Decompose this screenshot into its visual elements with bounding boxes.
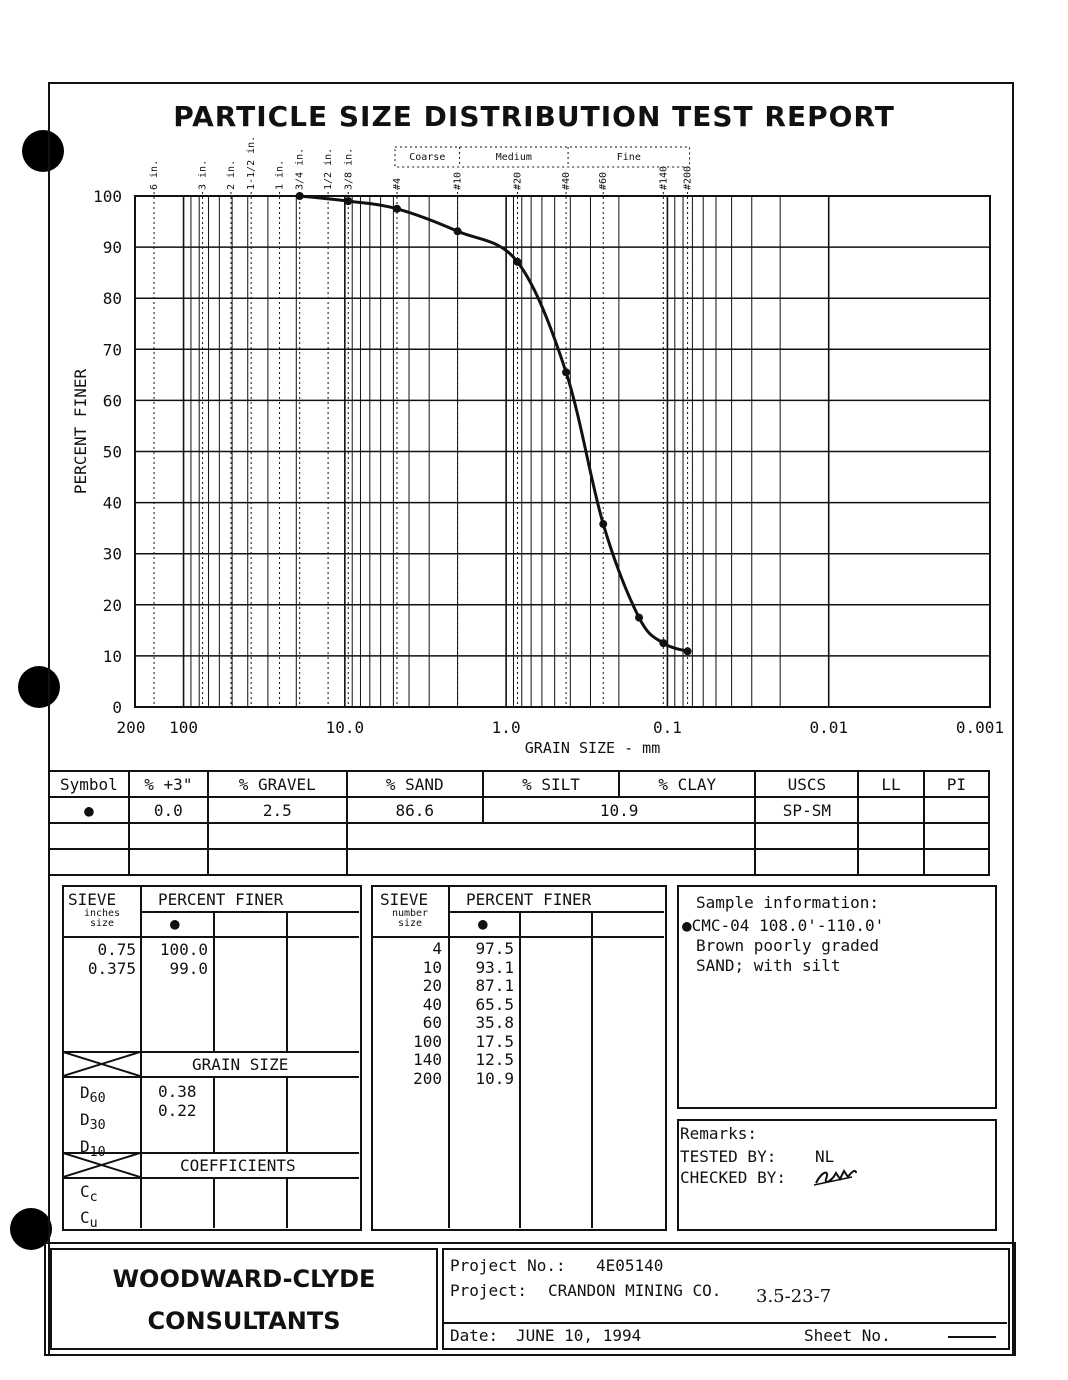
y-tick-label: 30 xyxy=(102,544,122,564)
sheet-number-blank xyxy=(948,1336,996,1338)
sieve-inches-values: 100.0 99.0 xyxy=(159,940,208,978)
sieve-label: 1 in. xyxy=(274,159,286,190)
tested-by-value: NL xyxy=(815,1147,835,1166)
project-label: Project: xyxy=(450,1281,528,1300)
project-number-label: Project No.: xyxy=(450,1256,566,1275)
sieve-label: #4 xyxy=(391,177,403,190)
sieve-label: 3 in. xyxy=(197,159,209,190)
sieve-label: #20 xyxy=(512,171,524,190)
sieve-label: 1/2 in. xyxy=(323,147,335,190)
cell-pi xyxy=(924,797,989,823)
d-values: 0.38 0.22 xyxy=(158,1082,197,1120)
symbol-dot: ● xyxy=(682,916,692,935)
soil-zone-label: Coarse xyxy=(409,152,446,163)
cross-icon xyxy=(63,1052,140,1076)
header-symbol: Symbol xyxy=(49,771,129,797)
handwritten-number: 3.5-23-7 xyxy=(756,1286,832,1307)
y-tick-label: 20 xyxy=(102,595,122,615)
cell-ll xyxy=(858,797,923,823)
data-point xyxy=(454,227,462,235)
sheet-number-label: Sheet No. xyxy=(804,1326,891,1345)
y-tick-label: 60 xyxy=(102,391,122,411)
project-value: CRANDON MINING CO. xyxy=(548,1281,722,1300)
summary-empty-row xyxy=(49,849,989,875)
summary-header-row xyxy=(49,771,989,797)
x-tick-label: 10.0 xyxy=(325,718,365,737)
header-uscs: USCS xyxy=(755,771,858,797)
header-pi: PI xyxy=(924,771,989,797)
sieve-number-sizes: 4 10 20 40 60 100 140 200 xyxy=(413,939,442,1088)
cell-silt-clay: 10.9 xyxy=(483,797,756,823)
soil-zone-label: Medium xyxy=(495,152,532,163)
data-point xyxy=(635,614,643,622)
y-tick-label: 90 xyxy=(102,238,122,258)
y-tick-label: 70 xyxy=(102,340,122,360)
y-tick-label: 80 xyxy=(102,289,122,309)
company-name: WOODWARD-CLYDE CONSULTANTS xyxy=(112,1265,376,1335)
x-tick-label: 0.1 xyxy=(652,718,682,737)
data-point xyxy=(659,639,667,647)
date-value: JUNE 10, 1994 xyxy=(516,1326,642,1345)
header-gravel: % GRAVEL xyxy=(208,771,347,797)
y-tick-label: 0 xyxy=(112,698,122,717)
coefficients-label: COEFFICIENTS xyxy=(180,1156,296,1175)
sieve-label: 2 in. xyxy=(225,159,237,190)
header-ll: LL xyxy=(858,771,923,797)
header-plus3: % +3" xyxy=(129,771,208,797)
data-point xyxy=(599,520,607,528)
y-tick-label: 40 xyxy=(102,493,122,513)
report-title: PARTICLE SIZE DISTRIBUTION TEST REPORT xyxy=(173,100,895,133)
symbol-dot: ● xyxy=(170,914,180,933)
header-silt: % SILT xyxy=(483,771,619,797)
c-labels: $C_c$ $C_u$ xyxy=(80,1182,98,1232)
data-point xyxy=(393,205,401,213)
summary-data-row xyxy=(49,797,989,823)
sieve-label: #60 xyxy=(598,171,610,190)
sieve-number-values: 97.5 93.1 87.1 65.5 35.8 17.5 12.5 10.9 xyxy=(475,939,514,1088)
sieve-inches-sublabel: inches size xyxy=(83,908,121,929)
project-number-value: 4E05140 xyxy=(596,1256,664,1275)
symbol-dot: ● xyxy=(478,914,488,933)
sieve-inches-label: SIEVE xyxy=(68,890,117,909)
data-point xyxy=(344,197,352,205)
soil-zone-label: Fine xyxy=(616,152,641,163)
x-tick-label: 0.01 xyxy=(809,718,848,737)
data-point xyxy=(562,368,570,376)
sieve-label: 3/8 in. xyxy=(343,147,355,190)
y-tick-label: 100 xyxy=(93,187,122,206)
y-tick-label: 10 xyxy=(102,646,122,666)
header-sand: % SAND xyxy=(347,771,483,797)
cell-plus3: 0.0 xyxy=(129,797,208,823)
sample-info-text: ●CMC-04 108.0'-110.0' Brown poorly graded SAND; with silt xyxy=(682,916,885,975)
data-point xyxy=(514,258,522,266)
summary-table xyxy=(48,770,990,876)
percent-finer-label: PERCENT FINER xyxy=(466,890,592,909)
sieve-label: 6 in. xyxy=(149,159,161,190)
cell-sand: 86.6 xyxy=(347,797,483,823)
x-axis-title: GRAIN SIZE - mm xyxy=(524,739,661,757)
cell-symbol: ● xyxy=(49,797,129,823)
d-labels: $D_{60}$ $D_{30}$ $D_{10}$ xyxy=(80,1083,106,1161)
y-axis-title: PERCENT FINER xyxy=(71,368,90,495)
signature-icon xyxy=(812,1165,858,1189)
x-tick-label: 100 xyxy=(169,718,199,737)
sample-info-title: Sample information: xyxy=(696,893,880,912)
data-point xyxy=(296,192,304,200)
sieve-label: #140 xyxy=(658,165,670,190)
sieve-label: #10 xyxy=(452,171,464,190)
x-tick-label: 1.0 xyxy=(491,718,521,737)
header-clay: % CLAY xyxy=(619,771,755,797)
data-point xyxy=(684,647,692,655)
series-line xyxy=(300,196,688,651)
summary-empty-row xyxy=(49,823,989,849)
y-tick-label: 50 xyxy=(102,442,122,462)
sieve-number-sublabel: number size xyxy=(391,908,429,929)
checked-by-label: CHECKED BY: xyxy=(680,1168,786,1187)
sieve-label: #40 xyxy=(561,171,573,190)
percent-finer-label: PERCENT FINER xyxy=(158,890,284,909)
cell-uscs: SP-SM xyxy=(755,797,858,823)
x-tick-label: 200 xyxy=(116,718,146,737)
date-label: Date: xyxy=(450,1326,499,1345)
sieve-label: 3/4 in. xyxy=(294,147,306,190)
sieve-label: #200 xyxy=(682,165,694,190)
remarks-title: Remarks: xyxy=(680,1124,758,1143)
sieve-inches-sizes: 0.75 0.375 xyxy=(87,940,136,978)
sieve-number-label: SIEVE xyxy=(380,890,429,909)
sieve-label: 1-1/2 in. xyxy=(246,135,258,190)
cell-gravel: 2.5 xyxy=(208,797,347,823)
tested-by-label: TESTED BY: xyxy=(680,1147,777,1166)
grain-size-label: GRAIN SIZE xyxy=(192,1055,289,1074)
x-tick-label: 0.001 xyxy=(955,718,1004,737)
